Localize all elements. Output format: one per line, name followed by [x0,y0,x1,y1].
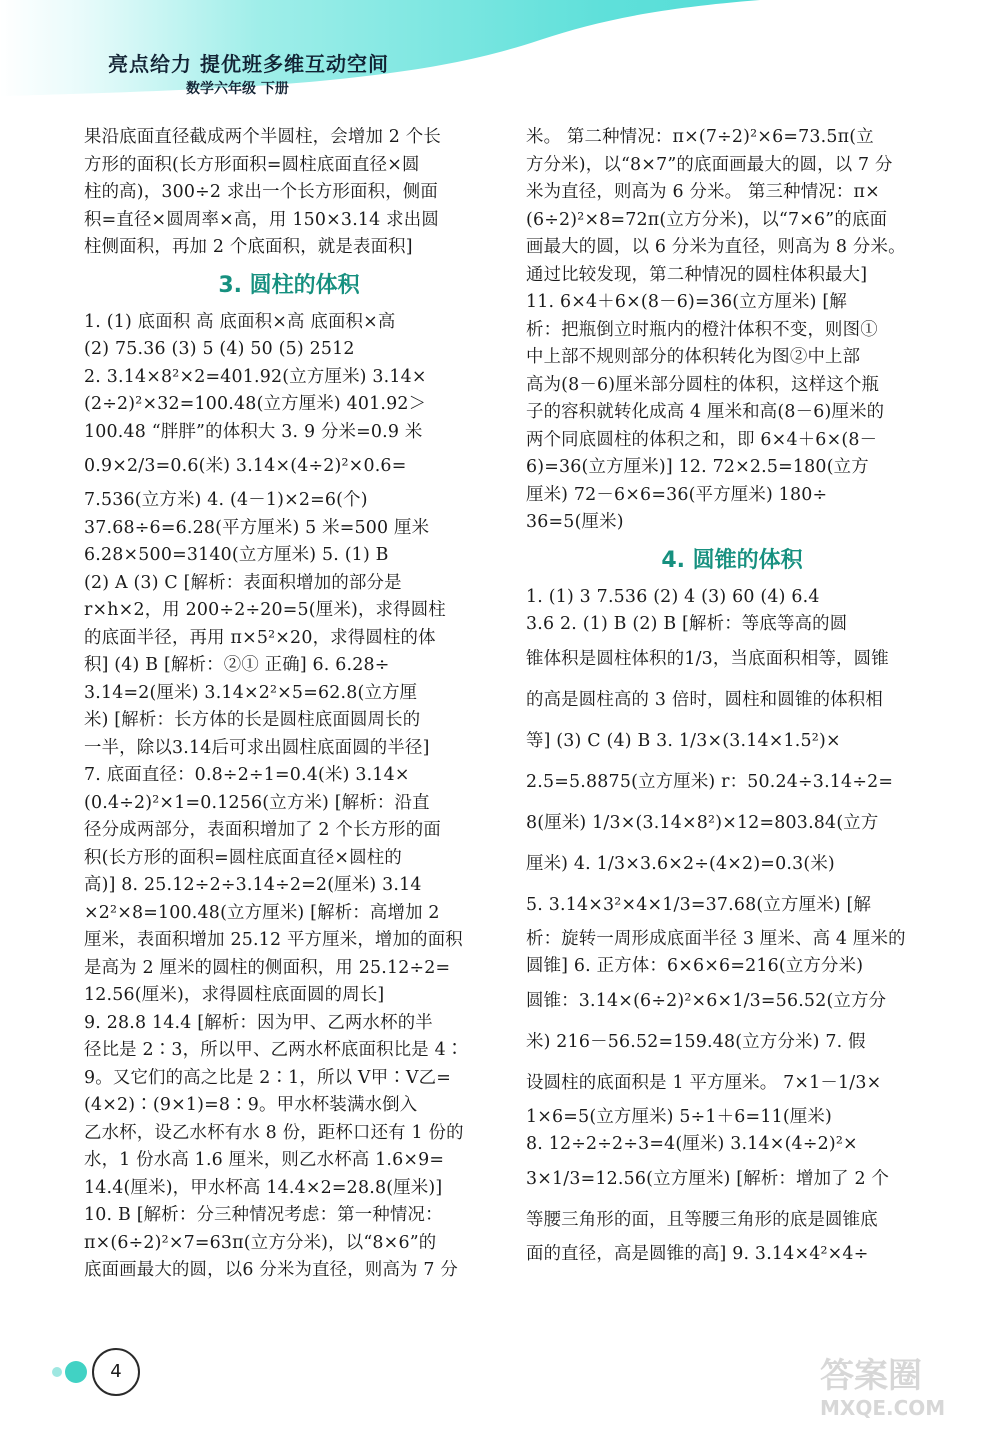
text-line: 3.6 2. (1) B (2) B [解析：等底等高的圆 [526,614,848,634]
watermark-url: MXQE.COM [820,1396,946,1420]
text-line: 米) [解析：长方体的长是圆柱底面圆周长的 [84,710,421,730]
text-line: 6.28×500=3140(立方厘米) 5. (1) B [84,545,389,565]
text-line: 设圆柱的底面积是 1 平方厘米。 7×1－1/3× [526,1072,882,1093]
text-line: 6)=36(立方厘米)] 12. 72×2.5=180(立方 [526,457,869,477]
text-line: 1. (1) 3 7.536 (2) 4 (3) 60 (4) 6.4 [526,586,820,607]
text-line: 7.536(立方米) 4. (4－1)×2=6(个) [84,490,368,510]
text-line: (6÷2)²×8=72π(立方分米)，以“7×6”的底面 [526,209,888,230]
text-line: 子的容积就转化成高 4 厘米和高(8－6)厘米的 [526,402,885,422]
text-line: 3.14=2(厘米) 3.14×2²×5=62.8(立方厘 [84,682,418,703]
text-line: 画最大的圆，以 6 分米为直径，则高为 8 分米。 [526,237,906,257]
text-line: 积] (4) B [解析：②① 正确] 6. 6.28÷ [84,655,390,675]
watermark-logo [820,1356,980,1434]
series-title: 亮点给力 提优班多维互动空间 [108,52,389,76]
text-line: (2) 75.36 (3) 5 (4) 50 (5) 2512 [84,339,355,359]
text-line: 37.68÷6=6.28(平方厘米) 5 米=500 厘米 [84,517,430,538]
text-line: 锥体积是圆柱体积的1/3，当底面积相等，圆锥 [526,648,889,669]
decor-dot-large [65,1361,87,1383]
text-line: 中上部不规则部分的体积转化为图②中上部 [526,347,861,367]
text-line: 12.56(厘米)，求得圆柱底面圆的周长] [84,985,385,1005]
text-line: 14.4(厘米)，甲水杯高 14.4×2=28.8(厘米)] [84,1177,443,1198]
text-line: 高为(8－6)厘米部分圆柱的体积，这样这个瓶 [526,374,880,395]
text-line: ×2²×8=100.48(立方厘米) [解析：高增加 2 [84,902,440,923]
text-line: 2. 3.14×8²×2=401.92(立方厘米) 3.14× [84,366,427,387]
text-line: 方分米)，以“8×7”的底面画最大的圆，以 7 分 [526,154,893,175]
text-line: (4×2)∶(9×1)=8∶9。甲水杯装满水倒入 [84,1095,418,1115]
text-line: 5. 3.14×3²×4×1/3=37.68(立方厘米) [解 [526,894,872,915]
page-number: 4 [92,1348,140,1396]
text-line: 米为直径，则高为 6 分米。 第三种情况：π× [526,182,880,202]
text-line: 面的直径，高是圆锥的高] 9. 3.14×4²×4÷ [526,1243,869,1264]
section-4-title: 4. 圆锥的体积 [661,547,803,573]
text-line: 析：旋转一周形成底面半径 3 厘米、高 4 厘米的 [526,928,906,949]
text-line: 径分成两部分，表面积增加了 2 个长方形的面 [84,820,441,840]
text-line: 方形的面积(长方形面积=圆柱底面直径×圆 [84,154,420,175]
text-line: 米) 216－56.52=159.48(立方分米) 7. 假 [526,1031,866,1052]
text-line: 等] (3) C (4) B 3. 1/3×(3.14×1.5²)× [526,730,841,751]
page-number-badge [52,1348,142,1398]
text-line: 的高是圆柱高的 3 倍时，圆柱和圆锥的体积相 [526,689,883,710]
text-line: 径比是 2∶3，所以甲、乙两水杯底面积比是 4∶ [84,1040,464,1060]
text-line: 圆锥] 6. 正方体：6×6×6=216(立方分米) [526,956,864,976]
text-line: 通过比较发现，第二种情况的圆柱体积最大] [526,264,868,285]
text-line: 10. B [解析：分三种情况考虑：第一种情况： [84,1205,443,1225]
text-line: 高)] 8. 25.12÷2÷3.14÷2=2(厘米) 3.14 [84,875,422,895]
text-line: 厘米，表面积增加 25.12 平方厘米，增加的面积 [84,930,463,950]
text-line: 8. 12÷2÷2÷3=4(厘米) 3.14×(4÷2)²× [526,1134,858,1154]
text-line: 1. (1) 底面积 高 底面积×高 底面积×高 [84,311,396,332]
text-line: (2÷2)²×32=100.48(立方厘米) 401.92＞ [84,394,427,414]
text-line: 柱侧面积，再加 2 个底面积，就是表面积] [84,237,413,257]
text-line: 厘米) 72－6×6=36(平方厘米) 180÷ [526,484,828,505]
text-line: π×(6÷2)²×7=63π(立方分米)，以“8×6”的 [84,1232,437,1253]
text-line: r×h×2，用 200÷2÷20=5(厘米)，求得圆柱 [84,600,446,620]
text-line: 2.5=5.8875(立方厘米) r：50.24÷3.14÷2= [526,771,894,792]
text-line: 积(长方形的面积=圆柱底面直径×圆柱的 [84,847,402,868]
text-line: 析：把瓶倒立时瓶内的橙汁体积不变，则图① [526,319,878,340]
text-line: 圆锥：3.14×(6÷2)²×6×1/3=56.52(立方分 [526,990,887,1011]
text-line: 100.48 “胖胖”的体积大 3. 9 分米=0.9 米 [84,421,423,442]
right-column [526,124,938,1268]
text-line: 的底面半径，再用 π×5²×20，求得圆柱的体 [84,627,436,648]
text-line: 是高为 2 厘米的圆柱的侧面积，用 25.12÷2= [84,957,451,978]
text-line: 两个同底圆柱的体积之和，即 6×4＋6×(8－ [526,429,878,450]
text-line: 厘米) 4. 1/3×3.6×2÷(4×2)=0.3(米) [526,853,835,874]
section-4-body [526,584,938,1269]
left-column [84,124,494,1285]
text-line: 8(厘米) 1/3×(3.14×8²)×12=803.84(立方 [526,812,879,833]
text-line: 底面画最大的圆，以6 分米为直径，则高为 7 分 [84,1260,458,1280]
section-3-title: 3. 圆柱的体积 [218,272,360,298]
section-3-body [84,309,494,1285]
text-line: 9. 28.8 14.4 [解析：因为甲、乙两水杯的半 [84,1012,433,1033]
text-line: 36=5(厘米) [526,512,624,532]
text-line: 乙水杯，设乙水杯有水 8 份，距杯口还有 1 份的 [84,1122,464,1143]
text-line: 积=直径×圆周率×高，用 150×3.14 求出圆 [84,209,439,230]
text-line: 7. 底面直径：0.8÷2÷1=0.4(米) 3.14× [84,765,410,785]
text-line: 果沿底面直径截成两个半圆柱，会增加 2 个长 [84,127,441,147]
text-line: 0.9×2/3=0.6(米) 3.14×(4÷2)²×0.6= [84,456,407,476]
text-line: 米。 第二种情况：π×(7÷2)²×6=73.5π(立 [526,127,874,147]
left-intro-block [84,124,494,262]
text-line: (2) A (3) C [解析：表面积增加的部分是 [84,572,402,593]
text-line: 柱的高)，300÷2 求出一个长方形面积，侧面 [84,182,438,202]
text-line: 9。又它们的高之比是 2∶1，所以 V甲∶V乙= [84,1067,451,1088]
text-line: 水，1 份水高 1.6 厘米，则乙水杯高 1.6×9= [84,1150,445,1170]
text-line: 1×6=5(立方厘米) 5÷1＋6=11(厘米) [526,1106,833,1127]
book-subtitle: 数学六年级 下册 [186,81,289,97]
text-line: (0.4÷2)²×1=0.1256(立方米) [解析：沿直 [84,792,430,813]
text-line: 3×1/3=12.56(立方厘米) [解析：增加了 2 个 [526,1168,890,1189]
text-line: 等腰三角形的面，且等腰三角形的底是圆锥底 [526,1209,878,1230]
text-line: 11. 6×4＋6×(8－6)=36(立方厘米) [解 [526,292,847,312]
text-line: 一半，除以3.14后可求出圆柱底面圆的半径] [84,737,430,758]
watermark-text: 答案圈 [820,1356,922,1396]
right-intro-block [526,124,938,537]
decor-dot-small [52,1367,62,1377]
